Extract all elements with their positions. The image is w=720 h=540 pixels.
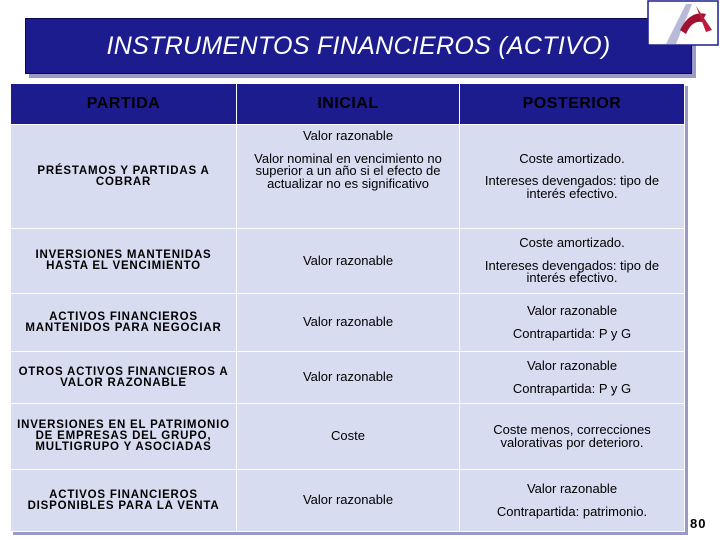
partida-cell: ACTIVOS FINANCIEROS MANTENIDOS PARA NEGOCIAR [11, 294, 237, 352]
posterior-cell [460, 229, 685, 294]
posterior-b-text: Contrapartida: patrimonio. [496, 503, 648, 519]
page-number: 80 [690, 516, 707, 531]
inicial-cell: Valor razonable [237, 352, 460, 404]
header-partida: PARTIDA [11, 84, 237, 125]
inicial-cell: Valor razonable [237, 229, 460, 294]
posterior-b-text: Contrapartida: P y G [512, 380, 632, 396]
logo-icon [646, 0, 720, 46]
table-row [11, 294, 685, 352]
table-row [11, 125, 685, 229]
partida-cell: ACTIVOS FINANCIEROS DISPONIBLES PARA LA VENTA [11, 470, 237, 532]
posterior-cell [460, 125, 685, 229]
inicial-top-text: Valor razonable [302, 128, 394, 143]
posterior-a-text: Coste amortizado. [519, 150, 625, 166]
header-inicial: INICIAL [237, 84, 460, 125]
table-row [11, 404, 685, 470]
inicial-cell: Valor razonable [237, 470, 460, 532]
posterior-cell [460, 294, 685, 352]
table-row [11, 470, 685, 532]
posterior-b-text: Contrapartida: P y G [512, 325, 632, 341]
header-posterior: POSTERIOR [460, 84, 685, 125]
instruments-table [10, 83, 685, 532]
posterior-cell [460, 470, 685, 532]
table-row [11, 229, 685, 294]
partida-cell: OTROS ACTIVOS FINANCIEROS A VALOR RAZONABLE [11, 352, 237, 404]
posterior-b-text: Intereses devengados: tipo de interés efectivo. [484, 257, 660, 286]
posterior-cell: Coste menos, correcciones valorativas por deterioro. [460, 404, 685, 470]
posterior-a-text: Valor razonable [526, 303, 618, 318]
posterior-a-text: Coste amortizado. [519, 235, 625, 251]
posterior-a-text: Valor razonable [526, 481, 618, 496]
posterior-cell [460, 352, 685, 404]
partida-cell: INVERSIONES MANTENIDAS HASTA EL VENCIMIENTO [11, 229, 237, 294]
partida-cell: PRÉSTAMOS Y PARTIDAS A COBRAR [11, 125, 237, 229]
partida-cell: INVERSIONES EN EL PATRIMONIO DE EMPRESAS DEL GRUPO, MULTIGRUPO Y ASOCIADAS [11, 404, 237, 470]
inicial-text: Valor nominal en vencimiento no superior a un año si el efecto de actualizar no es significativo [254, 150, 442, 191]
inicial-cell: Valor razonable [237, 294, 460, 352]
slide-title: INSTRUMENTOS FINANCIEROS (ACTIVO) [106, 31, 611, 60]
inicial-cell [237, 125, 460, 229]
inicial-cell: Coste [237, 404, 460, 470]
posterior-a-text: Valor razonable [526, 358, 618, 373]
posterior-b-text: Intereses devengados: tipo de interés efectivo. [484, 173, 660, 201]
table-row [11, 352, 685, 404]
slide-title-banner [25, 18, 692, 74]
